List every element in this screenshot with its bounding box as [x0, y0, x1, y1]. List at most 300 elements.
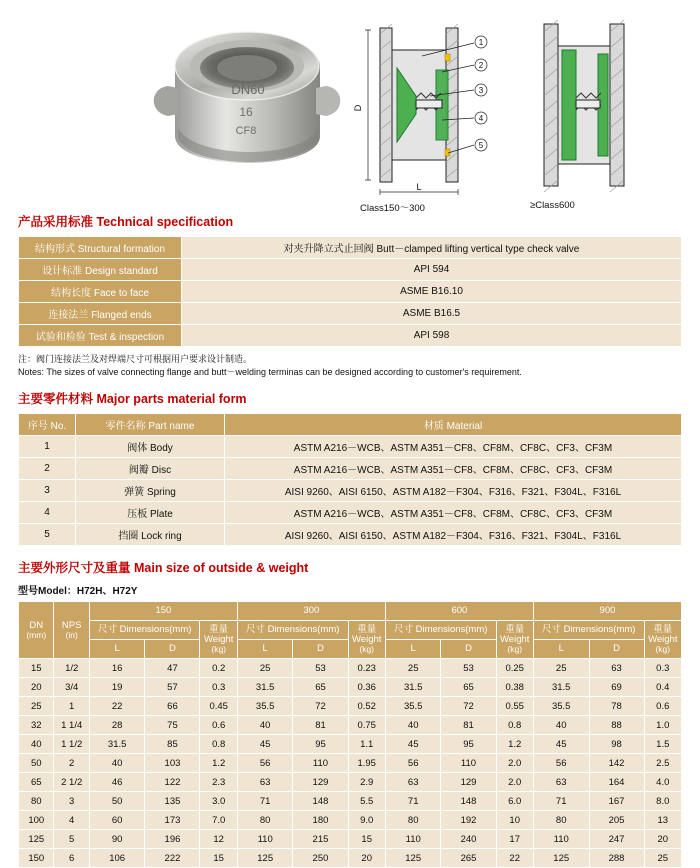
c150-W: 7.0 [200, 811, 237, 830]
callout-5: 5 [478, 141, 484, 150]
table-header-row [19, 414, 682, 436]
c300-L: 45 [237, 735, 293, 754]
table-row [19, 524, 682, 546]
c300-W: 2.9 [348, 773, 385, 792]
size-nps: 2 [54, 754, 89, 773]
c300-L: 25 [237, 659, 293, 678]
size-dn: 20 [19, 678, 54, 697]
size-nps: 1/2 [54, 659, 89, 678]
c300-D: 110 [293, 754, 348, 773]
header-nps-label: NPS [61, 619, 82, 631]
c900-W: 1.5 [644, 735, 681, 754]
c150-D: 222 [145, 849, 200, 868]
c600-D: 53 [441, 659, 496, 678]
spec-label-cn-4: 试验和检验 [35, 332, 86, 343]
header-l-150: L [89, 640, 145, 659]
c300-L: 80 [237, 811, 293, 830]
size-dn: 65 [19, 773, 54, 792]
parts-header-name-cn: 零件名称 [105, 421, 146, 433]
header-dim-600 [385, 621, 496, 640]
size-nps: 6 [54, 849, 89, 868]
c900-W: 25 [644, 849, 681, 868]
c300-W: 0.75 [348, 716, 385, 735]
spec-label-en-2: Face to face [93, 288, 149, 299]
table-row [19, 678, 682, 697]
part-material-4: ASTM A216－WCB、ASTM A351－CF8、CF8M、CF8C、CF3、CF3M [225, 502, 682, 524]
callout-3: 3 [478, 86, 484, 95]
c900-L: 125 [533, 849, 589, 868]
c900-L: 80 [533, 811, 589, 830]
size-nps: 1 1/4 [54, 716, 89, 735]
c600-W: 0.55 [496, 697, 533, 716]
header-weight-300 [348, 621, 385, 659]
spec-label-0 [19, 237, 182, 259]
c150-W: 1.2 [200, 754, 237, 773]
c150-W: 2.3 [200, 773, 237, 792]
spec-label-cn-3: 连接法兰 [48, 310, 89, 321]
c150-D: 135 [145, 792, 200, 811]
parts-title-cn: 主要零件材料 [18, 392, 94, 407]
note-cn: 注：阀门连接法兰及对焊端尺寸可根据用户要求设计制造。 [18, 354, 253, 364]
c900-L: 31.5 [533, 678, 589, 697]
section-title-technical-specification [18, 212, 700, 230]
c600-L: 56 [385, 754, 441, 773]
spec-label-4 [19, 325, 182, 347]
c150-D: 122 [145, 773, 200, 792]
parts-header-no-en: No. [50, 421, 67, 433]
c900-L: 40 [533, 716, 589, 735]
c150-L: 28 [89, 716, 145, 735]
weight-unit-600: (kg) [507, 644, 523, 655]
spec-value-0: 对夹升降立式止回阀 Butt－clamped lifting vertical type check valve [182, 237, 682, 259]
c300-L: 125 [237, 849, 293, 868]
section-drawing-class150-300 [350, 10, 500, 210]
header-class-600: 600 [385, 602, 533, 621]
header-d-900: D [589, 640, 644, 659]
c900-L: 56 [533, 754, 589, 773]
callout-4: 4 [478, 114, 484, 123]
c600-D: 95 [441, 735, 496, 754]
table-row [19, 303, 682, 325]
part-no-4: 4 [19, 502, 76, 524]
part-no-3: 3 [19, 480, 76, 502]
c150-W: 0.8 [200, 735, 237, 754]
spec-value-4: API 598 [182, 325, 682, 347]
part-name-en-3: Spring [146, 487, 176, 499]
c300-D: 215 [293, 830, 348, 849]
c150-D: 57 [145, 678, 200, 697]
dimension-d-label: D [353, 104, 363, 112]
weight-unit-900: (kg) [655, 644, 671, 655]
size-dn: 32 [19, 716, 54, 735]
header-dim-150 [89, 621, 200, 640]
table-row [19, 773, 682, 792]
c300-W: 0.23 [348, 659, 385, 678]
header-weight-150 [200, 621, 237, 659]
c300-D: 95 [293, 735, 348, 754]
spec-value-1: API 594 [182, 259, 682, 281]
section-title-main-size [18, 558, 700, 576]
part-no-1: 1 [19, 436, 76, 458]
part-material-1: ASTM A216－WCB、ASTM A351－CF8、CF8M、CF8C、CF3、CF3M [225, 436, 682, 458]
c150-W: 0.6 [200, 716, 237, 735]
part-name-en-4: Plate [149, 509, 173, 521]
c300-W: 1.95 [348, 754, 385, 773]
c300-W: 15 [348, 830, 385, 849]
c150-W: 3.0 [200, 792, 237, 811]
c900-W: 8.0 [644, 792, 681, 811]
c300-L: 56 [237, 754, 293, 773]
parts-header-mat-en: Material [446, 421, 483, 433]
technical-specification-table [18, 236, 682, 347]
c900-W: 0.4 [644, 678, 681, 697]
part-no-5: 5 [19, 524, 76, 546]
weight-cn-600: 重量 [505, 624, 525, 636]
callout-2: 2 [478, 61, 484, 70]
table-row [19, 754, 682, 773]
spec-label-en-0: Structural formation [77, 244, 166, 255]
part-name-cn-3: 弹簧 [124, 487, 145, 499]
spec-label-cn-2: 结构长度 [51, 288, 92, 299]
table-row [19, 659, 682, 678]
dim-cn-150: 尺寸 [97, 624, 117, 636]
weight-en-900: Weight [648, 634, 678, 646]
c900-W: 0.6 [644, 697, 681, 716]
c900-D: 247 [589, 830, 644, 849]
c150-D: 196 [145, 830, 200, 849]
c300-D: 65 [293, 678, 348, 697]
c600-D: 65 [441, 678, 496, 697]
section-drawing-class600 [510, 10, 660, 210]
c300-L: 40 [237, 716, 293, 735]
hero-images [0, 0, 700, 214]
size-nps: 5 [54, 830, 89, 849]
weight-en-300: Weight [352, 634, 382, 646]
size-nps: 4 [54, 811, 89, 830]
part-material-5: AISI 9260、AISI 6150、ASTM A182－F304、F316、F321、F304L、F316L [225, 524, 682, 546]
c300-W: 5.5 [348, 792, 385, 811]
c300-D: 53 [293, 659, 348, 678]
c150-L: 22 [89, 697, 145, 716]
size-dn: 150 [19, 849, 54, 868]
c300-L: 110 [237, 830, 293, 849]
c600-L: 125 [385, 849, 441, 868]
c600-D: 192 [441, 811, 496, 830]
spec-label-en-1: Design standard [84, 266, 158, 277]
header-d-600: D [441, 640, 496, 659]
c600-W: 6.0 [496, 792, 533, 811]
parts-title-en: Major parts material form [96, 392, 247, 407]
c900-W: 2.5 [644, 754, 681, 773]
table-row [19, 436, 682, 458]
specification-notes [18, 353, 682, 379]
photo-engraving-material: CF8 [235, 125, 257, 137]
c600-D: 72 [441, 697, 496, 716]
spec-label-3 [19, 303, 182, 325]
photo-engraving-class: 16 [239, 105, 253, 119]
parts-header-no [19, 414, 76, 436]
c900-L: 110 [533, 830, 589, 849]
c300-D: 148 [293, 792, 348, 811]
c900-W: 1.0 [644, 716, 681, 735]
size-dn: 50 [19, 754, 54, 773]
part-name-en-5: Lock ring [141, 531, 182, 543]
spec-label-1 [19, 259, 182, 281]
c150-W: 0.45 [200, 697, 237, 716]
part-name-cn-5: 挡圈 [118, 531, 139, 543]
header-dim-300 [237, 621, 348, 640]
c600-L: 40 [385, 716, 441, 735]
c600-L: 80 [385, 811, 441, 830]
c150-D: 103 [145, 754, 200, 773]
header-d-150: D [145, 640, 200, 659]
c150-D: 75 [145, 716, 200, 735]
size-dn: 80 [19, 792, 54, 811]
dim-en-150: Dimensions(mm) [119, 624, 192, 636]
part-material-3: AISI 9260、AISI 6150、ASTM A182－F304、F316、F321、F304L、F316L [225, 480, 682, 502]
c150-D: 66 [145, 697, 200, 716]
c150-W: 15 [200, 849, 237, 868]
c600-W: 0.38 [496, 678, 533, 697]
c600-L: 25 [385, 659, 441, 678]
size-dn: 40 [19, 735, 54, 754]
spec-label-2 [19, 281, 182, 303]
c900-D: 288 [589, 849, 644, 868]
header-dn-unit: (mm) [26, 629, 47, 640]
table-row [19, 480, 682, 502]
weight-cn-900: 重量 [653, 624, 673, 636]
c600-D: 265 [441, 849, 496, 868]
dim-en-300: Dimensions(mm) [267, 624, 340, 636]
c600-D: 110 [441, 754, 496, 773]
table-row [19, 830, 682, 849]
table-row [19, 735, 682, 754]
weight-unit-300: (kg) [359, 644, 375, 655]
table-row [19, 697, 682, 716]
c600-D: 148 [441, 792, 496, 811]
table-row [19, 281, 682, 303]
c900-D: 164 [589, 773, 644, 792]
c900-D: 167 [589, 792, 644, 811]
header-dn-label: DN [29, 619, 44, 631]
size-nps: 1 [54, 697, 89, 716]
parts-header-name-en: Part name [148, 421, 195, 433]
c300-D: 81 [293, 716, 348, 735]
c600-W: 2.0 [496, 773, 533, 792]
c900-L: 63 [533, 773, 589, 792]
header-class-300: 300 [237, 602, 385, 621]
note-en: Notes: The sizes of valve connecting flange and butt－welding terminas can be designed according to customer's requirement. [18, 367, 522, 378]
size-nps: 2 1/2 [54, 773, 89, 792]
size-nps: 3 [54, 792, 89, 811]
spec-value-3: ASME B16.5 [182, 303, 682, 325]
dim-cn-300: 尺寸 [245, 624, 265, 636]
part-name-cn-1: 阀体 [127, 443, 148, 455]
major-parts-table [18, 413, 682, 546]
c900-L: 25 [533, 659, 589, 678]
main-size-weight-table [18, 601, 682, 868]
c600-W: 10 [496, 811, 533, 830]
diagram-caption-right: ≥Class600 [530, 200, 575, 211]
c150-L: 19 [89, 678, 145, 697]
header-weight-600 [496, 621, 533, 659]
c300-W: 0.36 [348, 678, 385, 697]
dim-en-900: Dimensions(mm) [563, 624, 636, 636]
header-dim-900 [533, 621, 644, 640]
c900-L: 45 [533, 735, 589, 754]
valve-photo [120, 8, 370, 198]
sizes-title-cn: 主要外形尺寸及重量 [18, 561, 131, 576]
dim-cn-900: 尺寸 [542, 624, 562, 636]
parts-header-no-cn: 序号 [27, 421, 48, 433]
weight-en-600: Weight [500, 634, 530, 646]
part-name-cn-4: 压板 [127, 509, 148, 521]
table-row [19, 237, 682, 259]
part-name-en-1: Body [149, 443, 173, 455]
c600-W: 0.25 [496, 659, 533, 678]
table-row [19, 792, 682, 811]
c300-L: 31.5 [237, 678, 293, 697]
parts-header-name [76, 414, 225, 436]
section-title-major-parts [18, 389, 700, 407]
c900-D: 142 [589, 754, 644, 773]
header-class-900: 900 [533, 602, 681, 621]
c150-D: 47 [145, 659, 200, 678]
header-d-300: D [293, 640, 348, 659]
c300-L: 71 [237, 792, 293, 811]
c600-W: 1.2 [496, 735, 533, 754]
photo-engraving-dn: DN60 [231, 82, 265, 97]
size-dn: 15 [19, 659, 54, 678]
c150-W: 0.3 [200, 678, 237, 697]
c600-D: 240 [441, 830, 496, 849]
c900-D: 88 [589, 716, 644, 735]
c300-D: 180 [293, 811, 348, 830]
table-row [19, 716, 682, 735]
c900-W: 4.0 [644, 773, 681, 792]
c300-W: 9.0 [348, 811, 385, 830]
spec-title-cn: 产品采用标准 [18, 215, 94, 229]
header-l-900: L [533, 640, 589, 659]
c600-L: 110 [385, 830, 441, 849]
spec-value-2: ASME B16.10 [182, 281, 682, 303]
c900-L: 35.5 [533, 697, 589, 716]
c600-D: 129 [441, 773, 496, 792]
header-l-300: L [237, 640, 293, 659]
c300-D: 250 [293, 849, 348, 868]
size-dn: 25 [19, 697, 54, 716]
c150-L: 31.5 [89, 735, 145, 754]
header-dn [19, 602, 54, 659]
spec-label-en-3: Flanged ends [91, 310, 152, 321]
c150-D: 85 [145, 735, 200, 754]
c900-D: 63 [589, 659, 644, 678]
c900-W: 13 [644, 811, 681, 830]
c600-L: 35.5 [385, 697, 441, 716]
header-weight-900 [644, 621, 681, 659]
table-row [19, 259, 682, 281]
weight-unit-150: (kg) [211, 644, 226, 655]
c600-W: 2.0 [496, 754, 533, 773]
c900-L: 71 [533, 792, 589, 811]
c150-L: 106 [89, 849, 145, 868]
dimension-l-label: L [416, 182, 422, 192]
part-name-1 [76, 436, 225, 458]
header-l-600: L [385, 640, 441, 659]
c600-D: 81 [441, 716, 496, 735]
part-name-2 [76, 458, 225, 480]
c300-L: 63 [237, 773, 293, 792]
part-name-4 [76, 502, 225, 524]
size-nps: 1 1/2 [54, 735, 89, 754]
header-class-150: 150 [89, 602, 237, 621]
part-no-2: 2 [19, 458, 76, 480]
part-material-2: ASTM A216－WCB、ASTM A351－CF8、CF8M、CF8C、CF3、CF3M [225, 458, 682, 480]
c150-L: 60 [89, 811, 145, 830]
parts-header-mat-cn: 材质 [423, 421, 444, 433]
table-header-row-group [19, 621, 682, 640]
c600-L: 71 [385, 792, 441, 811]
spec-label-cn-0: 结构形式 [34, 244, 75, 255]
spec-label-en-4: Test & inspection [88, 332, 165, 343]
diagram-caption-left: Class150～300 [360, 203, 425, 214]
c600-W: 17 [496, 830, 533, 849]
size-dn: 125 [19, 830, 54, 849]
dim-cn-600: 尺寸 [393, 624, 413, 636]
weight-cn-300: 重量 [357, 624, 377, 636]
c150-L: 50 [89, 792, 145, 811]
spec-title-en: Technical specification [96, 215, 234, 229]
c150-L: 46 [89, 773, 145, 792]
c900-D: 98 [589, 735, 644, 754]
spec-label-cn-1: 设计标准 [42, 266, 83, 277]
size-nps: 3/4 [54, 678, 89, 697]
part-name-5 [76, 524, 225, 546]
header-nps-unit: (in) [65, 629, 78, 640]
table-row [19, 849, 682, 868]
c150-W: 12 [200, 830, 237, 849]
table-row [19, 502, 682, 524]
c600-W: 0.8 [496, 716, 533, 735]
table-row [19, 458, 682, 480]
c300-W: 1.1 [348, 735, 385, 754]
c300-W: 0.52 [348, 697, 385, 716]
weight-cn-150: 重量 [209, 624, 229, 636]
part-name-en-2: Disc [151, 465, 172, 477]
part-name-cn-2: 阀瓣 [128, 465, 149, 477]
table-header-row-class [19, 602, 682, 621]
c300-D: 129 [293, 773, 348, 792]
sizes-title-en: Main size of outside & weight [134, 561, 309, 576]
part-name-3 [76, 480, 225, 502]
c900-W: 0.3 [644, 659, 681, 678]
parts-header-material [225, 414, 682, 436]
c900-D: 205 [589, 811, 644, 830]
c300-D: 72 [293, 697, 348, 716]
c300-L: 35.5 [237, 697, 293, 716]
c900-D: 69 [589, 678, 644, 697]
c300-W: 20 [348, 849, 385, 868]
dim-en-600: Dimensions(mm) [415, 624, 488, 636]
c150-D: 173 [145, 811, 200, 830]
model-label: 型号Model：H72H、H72Y [18, 586, 138, 598]
c150-L: 90 [89, 830, 145, 849]
table-row [19, 811, 682, 830]
c600-L: 31.5 [385, 678, 441, 697]
c150-W: 0.2 [200, 659, 237, 678]
size-dn: 100 [19, 811, 54, 830]
c600-L: 63 [385, 773, 441, 792]
